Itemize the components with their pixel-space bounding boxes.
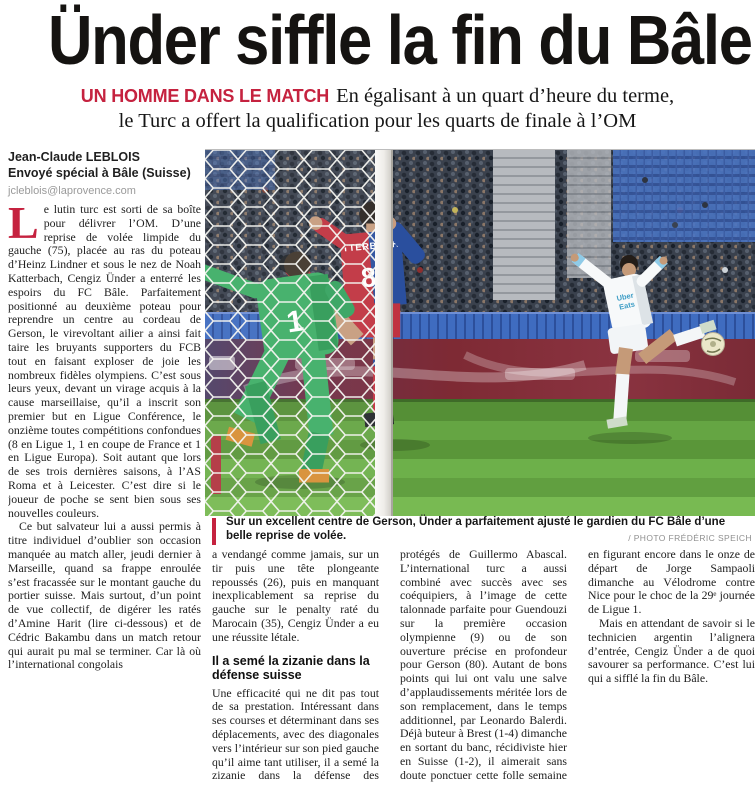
byline-role: Envoyé spécial à Bâle (Suisse) bbox=[8, 165, 191, 180]
kicker-text-2: le Turc a offert la qualification pour les quarts de finale à l’OM bbox=[118, 110, 637, 132]
paragraph: Ce but salvateur lui a aussi permis à titre individuel d’oublier son occasion manquée au match aller, jeudi dernier à Marseille, quand sa frappe enroulée s’est fracassée sur le montant gauche du portier suisse. Mais surtout, d’un point de vue collectif, de digérer les ratés d’Amine Harit (lire ci-dessous) et de Cédric Bakambu dans un match retour qui aurait pu mal se terminer. Car là où l’international congolais bbox=[8, 519, 201, 672]
shirt-sponsor-line1: Uber bbox=[615, 290, 635, 303]
byline bbox=[8, 150, 198, 200]
match-photo-illustration bbox=[205, 150, 755, 516]
standfirst bbox=[0, 84, 755, 134]
section-subhead: Il a semé la zizanie dans la défense suisse bbox=[212, 653, 370, 683]
shirt-sponsor-line2: Eats bbox=[618, 299, 636, 312]
lead-paragraph-text: e lutin turc est sorti de sa boîte pour délivrer l’OM. D’une reprise de volée limpide du gauche (75), placée au ras du poteau d’Heinz Lindner et sous le nez de Noah Katterbach, Cengiz Ünder a enterré les espoirs du FC Bâle. Parfaitement positionné au deuxième poteau pour reprendre un centre au cordeau de Gerson, le virevoltant ailier a ainsi fait taire les bruyants supporters du FCB tout en faisant exploser de joie les nombreux fidèles olympiens. C’est sous leurs yeux, devant un virage acquis à la cause marseillaise, qu’il a inscrit son premier but en Ligue Conférence, le onzième toutes compétitions confondues (8 en Ligue 1, 1 en coupe de France et 1 en Ligue Europa). Soit autant que lors de ses trois dernières saisons, à l’AS Roma et à Leicester. C’est dire si le joueur de poche se sent bien sous ses nouvelles couleurs. bbox=[8, 203, 201, 520]
kicker-label: UN HOMME DANS LE MATCH bbox=[80, 86, 330, 106]
goal-net bbox=[205, 150, 377, 516]
lead-paragraph bbox=[8, 203, 201, 520]
byline-author: Jean-Claude LEBLOIS bbox=[8, 150, 140, 164]
caption-accent-bar bbox=[212, 518, 216, 545]
paragraph: Mais en attendant de savoir si le technicien argentin l’alignera d’entrée, Cengiz Ünder a de quoi savourer sa performance. C’est lui qui a sifflé la fin du Bâle. bbox=[588, 615, 755, 686]
standfirst-line1 bbox=[0, 84, 755, 109]
byline-email: jcleblois@laprovence.com bbox=[8, 185, 136, 197]
page-title: Ünder siffle la fin du Bâle bbox=[47, 1, 752, 79]
dropcap: L bbox=[8, 203, 39, 248]
headline-wrap bbox=[0, 0, 755, 82]
match-photo bbox=[205, 149, 755, 516]
body-column-1 bbox=[8, 203, 201, 785]
photo-caption bbox=[212, 516, 755, 543]
paragraph: Une efficacité qui ne dit pas tout de sa prestation. Intéressant dans ses courses et déterminant dans ses déplacements, avec des diagonales vers l’intérieur sur son pied gauche qu’il aime tant utiliser, il a semé la zizanie dans la défense des protégés de Guillermo Abascal. L’international turc a aussi combiné avec succès avec ses coéquipiers, à l’image de cette talonnade parfaite pour Guendouzi sur la première occasion olympienne (9) ou de son ouverture précise en profondeur pour Gerson (80). Autant de bons points qui lui ont valu une salve d’applaudissements méritée lors de son remplacement, dans le temps additionnel, par Leonardo Balerdi. Déjà buteur à Brest (1-4) dimanche en sortant du banc, récidiviste hier en Suisse (1-2), il aimerait sans doute ponctuer cette folle semaine en figurant encore dans le onze de départ de Jorge Sampaoli dimanche au Vélodrome contre Nice pour le choc de la 29ᵉ journée de Ligue 1. bbox=[212, 548, 755, 783]
caption-text: Sur un excellent centre de Gerson, Ünder a parfaitement ajusté le gardien du FC Bâle d’une belle reprise de volée. bbox=[226, 516, 726, 542]
goal-post bbox=[375, 150, 393, 516]
shadow bbox=[588, 432, 672, 444]
photo-credit: / PHOTO FRÉDÉRIC SPEICH bbox=[628, 533, 752, 543]
football bbox=[702, 333, 725, 356]
kicker-text-1: En égalisant à un quart d’heure du terme, bbox=[336, 85, 675, 107]
paragraph: a vendangé comme jamais, sur un tir puis une tête plongeante repoussés (26), puis en manquant inexplicablement sa reprise du gauche sur le penalty raté du Marocain (35), Cengiz Ünder a eu une réussite létale. bbox=[212, 548, 379, 644]
body-columns-bottom bbox=[212, 548, 755, 786]
